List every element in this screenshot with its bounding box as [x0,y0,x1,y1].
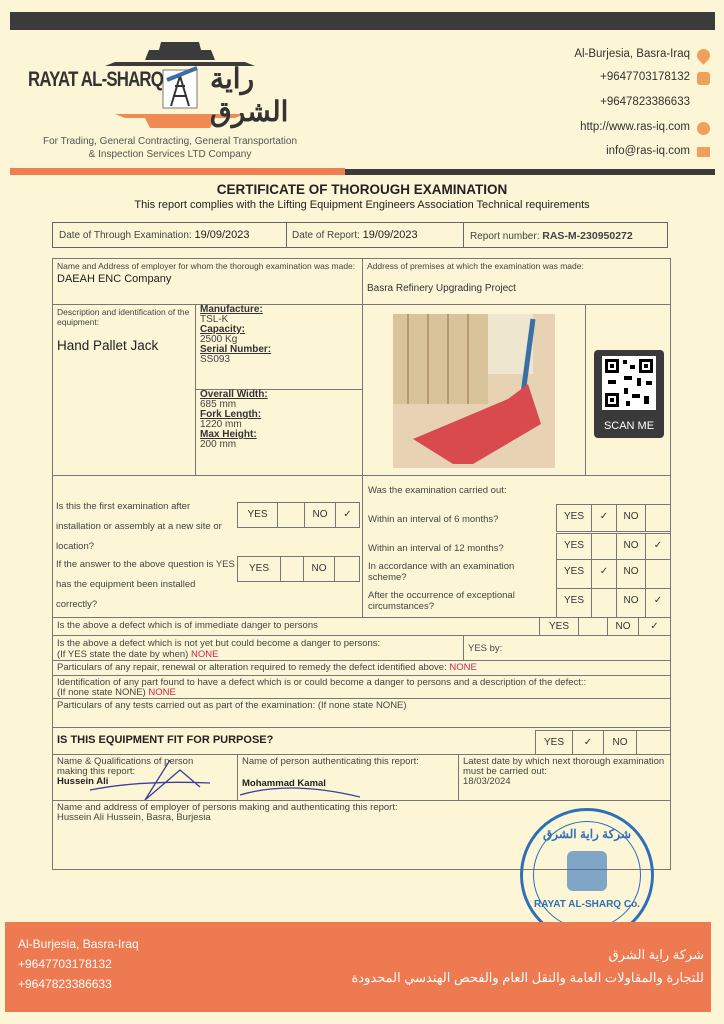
yes-by-cell [463,635,671,661]
footer-arabic-name: شركة راية الشرق [608,947,704,962]
company-logo [25,38,325,133]
equipment-photo [393,314,555,468]
q2-yes-check[interactable] [280,556,304,582]
footer-phone-2: +9647823386633 [18,977,112,991]
email-icon [697,147,710,157]
contact-phone-1: +9647703178132 [600,71,690,83]
fit-yes-box[interactable]: YES [535,730,573,755]
identification-value: NONE [148,687,176,698]
tagline-line-1: For Trading, General Contracting, General Transportation [42,136,298,147]
danger-yes-box[interactable]: YES [539,617,579,636]
carried-out-yes-box[interactable]: YES [556,504,592,532]
danger-no-box[interactable]: NO [607,617,639,636]
signature-marks [60,755,360,805]
divider [286,222,287,248]
equipment-label: Description and identification of the equipment: [57,307,190,327]
carried-out-no-check[interactable]: ✓ [645,533,671,560]
certificate-title: CERTIFICATE OF THOROUGH EXAMINATION [216,182,508,197]
danger-no-check[interactable]: ✓ [638,617,671,636]
repair-label: Particulars of any repair, renewal or alteration required to remedy the defect identified above: [57,662,447,673]
serial-value: SS093 [200,354,231,365]
max-height-value: 200 mm [200,439,237,450]
location-pin-icon [694,46,712,64]
divider-dark [345,169,715,175]
danger-yes-check[interactable] [578,617,608,636]
auth-label: Name of person authenticating this report: [242,756,419,767]
maker-label: Name & Qualifications of person making this report: [57,756,194,777]
next-exam-value: 18/03/2024 [463,776,511,787]
stamp-logo-icon [567,851,607,891]
manufacture-value: TSL-K [200,314,229,325]
footer-arabic-description: للتجارة والمقاولات العامة والنقل العام والفحص الهندسي المحدودة [351,970,704,985]
fit-label: IS THIS EQUIPMENT FIT FOR PURPOSE? [57,734,274,746]
tests-label: Particulars of any tests carried out as part of the examination: (If none state NONE) [57,700,407,711]
could-danger-value: NONE [190,649,219,660]
q1-no-box[interactable]: NO [304,502,336,528]
fit-no-check[interactable] [636,730,671,755]
fork-length-label: Fork Length: [200,409,262,420]
report-number-value: RAS-M-230950272 [542,230,633,242]
carried-out-question: After the occurrence of exceptional circumstances? [368,590,515,612]
identification-line-2: (If none state NONE) [57,687,146,698]
divider-orange [10,168,345,175]
stamp-text-en: RAYAT AL-SHARQ Co. [534,899,640,910]
employer-persons-value: Hussein Ali Hussein, Basra, Burjesia [57,812,211,823]
installed-correctly-question: If the answer to the above question is YES has the equipment been installed correctly? [56,559,235,610]
footer-phone-1: +9647703178132 [18,957,112,971]
contact-website[interactable]: http://www.ras-iq.com [580,121,690,133]
carried-out-question: Within an interval of 12 months? [368,543,504,554]
certificate-subtitle: This report complies with the Lifting Equipment Engineers Association Technical requirements [134,199,590,211]
report-date [292,229,418,241]
carried-out-no-box[interactable]: NO [616,533,646,560]
maker-value: Hussein Ali [57,776,109,787]
tests-row [52,698,671,728]
carried-out-yes-box[interactable]: YES [556,533,592,560]
carried-out-yes-box[interactable]: YES [556,559,592,589]
carried-out-yes-check[interactable]: ✓ [591,504,617,532]
carried-out-no-box[interactable]: NO [616,588,646,618]
next-exam-cell [458,754,671,801]
exam-date-value: 19/09/2023 [194,229,250,241]
could-danger-line-2: (If YES state the date by when) [57,649,189,660]
company-name-ar: راية الشرق [210,63,289,127]
report-number-label: Report number: [470,231,540,242]
qr-code-badge[interactable] [594,350,664,438]
employer-cell [52,258,363,305]
capacity-label: Capacity: [200,324,246,335]
report-date-value: 19/09/2023 [362,229,418,241]
exam-date [59,229,250,241]
capacity-value: 2500 Kg [200,334,238,345]
premises-value: Basra Refinery Upgrading Project [367,283,516,294]
company-name-en: RAYAT AL-SHARQ [28,68,164,91]
divider [463,222,464,248]
width-value: 685 mm [200,399,237,410]
stamp-text-ar: شركة راية الشرق [542,827,632,841]
q1-yes-check[interactable] [277,502,305,528]
footer-address: Al-Burjesia, Basra-Iraq [18,937,139,951]
company-tagline [25,135,315,161]
contact-address: Al-Burjesia, Basra-Iraq [574,48,690,60]
first-exam-question: Is this the first examination after installation or assembly at a new site or location? [56,501,222,552]
auth-value: Mohammad Kamal [242,778,326,789]
repair-value: NONE [449,662,477,673]
serial-label: Serial Number: [200,344,272,355]
manufacture-label: Manufacture: [200,304,263,315]
could-become-danger-cell [52,635,464,661]
equipment-value: Hand Pallet Jack [57,338,159,353]
tagline-line-2: & Inspection Services LTD Company [88,149,252,160]
carried-out-no-check[interactable]: ✓ [645,588,671,618]
carried-out-yes-box[interactable]: YES [556,588,592,618]
immediate-danger-label: Is the above a defect which is of immediate danger to persons [57,620,318,631]
equipment-specs-top [195,304,363,390]
fit-yes-check[interactable]: ✓ [572,730,604,755]
carried-out-question: In accordance with an examination scheme? [368,561,515,583]
width-label: Overall Width: [200,389,268,400]
q2-no-check[interactable] [334,556,360,582]
carried-out-yes-check[interactable] [591,588,617,618]
identification-line-1: Identification of any part found to have a defect which is or could become a danger to persons and a description of the defect:: [57,677,587,688]
contact-email[interactable]: info@ras-iq.com [606,145,690,157]
could-danger-line-1: Is the above a defect which is not yet but could become a danger to persons: [57,638,381,649]
fit-no-box[interactable]: NO [603,730,637,755]
header-top-bar [10,12,715,30]
scan-me-label: SCAN ME [603,420,655,432]
yes-by-label: YES by: [468,643,503,654]
contact-phone-2: +9647823386633 [600,96,690,108]
report-date-label: Date of Report: [292,230,360,241]
repair-row [52,660,671,676]
identification-row [52,675,671,699]
employer-value: DAEAH ENC Company [57,273,172,285]
carried-out-no-box[interactable]: NO [616,504,646,532]
carried-out-no-check[interactable] [645,559,671,589]
equipment-specs-bottom [195,389,363,476]
qr-code-icon [602,356,656,410]
carried-out-no-box[interactable]: NO [616,559,646,589]
fork-length-value: 1220 mm [200,419,242,430]
q2-yes-box[interactable]: YES [237,556,281,582]
next-exam-label: Latest date by which next thorough examination must be carried out: [463,756,665,777]
exam-date-label: Date of Through Examination: [59,230,192,241]
employer-label: Name and Address of employer for whom the thorough examination was made: [57,261,356,271]
phone-icon [697,72,710,85]
q2-no-box[interactable]: NO [303,556,335,582]
carried-out-yes-check[interactable] [591,533,617,560]
globe-icon [697,122,710,135]
q1-yes-box[interactable]: YES [237,502,278,528]
premises-cell [362,258,671,305]
carried-out-no-check[interactable] [645,504,671,532]
max-height-label: Max Height: [200,429,257,440]
report-number [470,230,633,242]
carried-out-yes-check[interactable]: ✓ [591,559,617,589]
employer-persons-label: Name and address of employer of persons making and authenticating this report: [57,802,398,813]
q1-no-check[interactable]: ✓ [335,502,360,528]
equipment-description-cell [52,304,196,476]
carried-out-label: Was the examination carried out: [368,485,507,496]
premises-label: Address of premises at which the examination was made: [367,261,584,271]
carried-out-question: Within an interval of 6 months? [368,514,499,525]
